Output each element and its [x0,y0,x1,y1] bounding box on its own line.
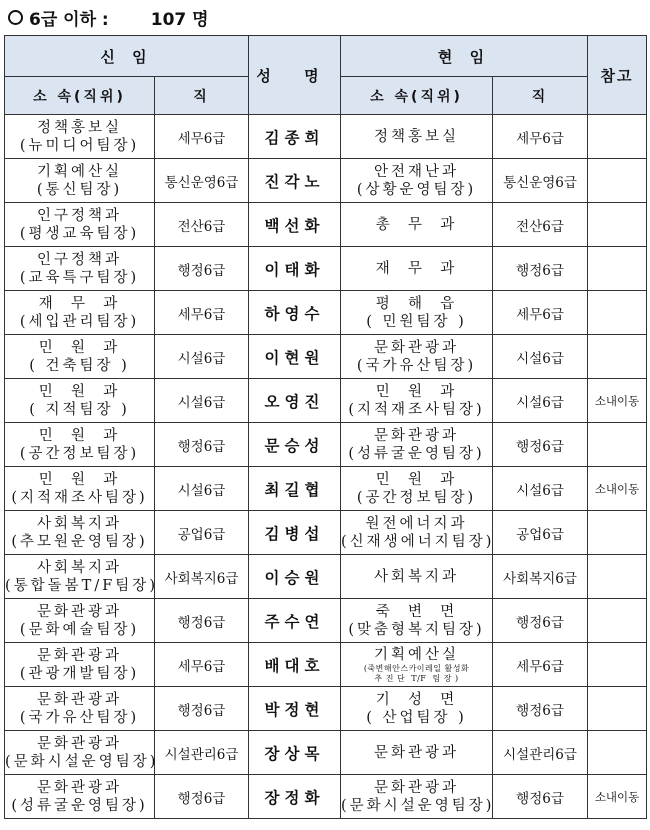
note-cell [588,115,647,159]
current-rank-cell-text: 시설6급 [516,482,564,499]
current-dept-cell-text: 기 성 면 ( 산업팀장 ) [366,691,467,726]
name-cell-text: 주수연 [264,612,325,631]
personnel-table [4,35,647,819]
table-row [5,247,647,291]
note-cell [588,203,647,247]
name-cell [249,467,341,511]
current-rank-cell-text: 행정6급 [516,614,564,631]
new-rank-cell-text: 세무6급 [177,306,226,323]
name-cell-text: 김종희 [264,128,325,147]
name-cell [249,203,341,247]
name-cell-text: 장정화 [264,788,325,807]
table-row [5,775,647,819]
new-rank-cell-text: 세무6급 [177,130,226,147]
new-dept-cell-text: 사회복지과 (추모원운영팀장) [11,515,148,550]
new-rank-cell [155,731,249,775]
current-rank-cell-text: 행정6급 [516,702,564,719]
table-row [5,115,647,159]
new-rank-cell-text: 전산6급 [177,218,226,235]
current-dept-cell-text: 민 원 과 (지적재조사팀장) [348,383,485,418]
new-dept-cell-text: 문화관광과 (국가유산팀장) [19,691,140,726]
new-rank-cell-text: 행정6급 [177,262,226,279]
new-dept-cell-text: 인구정책과 (평생교육팀장) [19,207,140,242]
current-rank-cell [493,555,588,599]
heading-label: 6급 이하 : [29,9,109,30]
current-rank-cell-text: 세무6급 [516,306,564,323]
table-row [5,511,647,555]
current-rank-cell [493,247,588,291]
name-cell-text: 배대호 [264,656,325,675]
current-dept-cell [341,511,493,555]
new-dept-cell [5,555,158,599]
new-rank-cell-text: 통신운영6급 [164,174,239,191]
current-dept-cell [341,687,493,731]
new-rank-cell [155,203,249,247]
new-rank-cell [155,555,249,599]
new-rank-cell-text: 시설6급 [177,350,226,367]
current-rank-cell [493,687,588,731]
current-rank-cell [493,115,588,159]
new-rank-cell-text: 행정6급 [177,702,226,719]
current-dept-subtext: (죽변해안스카이레일 활성화 추 진 단 T/F 팀 장 ) [363,663,470,683]
new-rank-cell-text: 시설6급 [177,482,226,499]
new-dept-cell-text: 문화관광과 (관광개발팀장) [19,647,140,682]
current-dept-cell [341,555,493,599]
new-dept-cell [5,687,155,731]
new-dept-cell [5,731,159,775]
name-cell [249,511,341,555]
note-cell [588,731,647,775]
name-cell [249,687,341,731]
header-new-affil: 소 속(직위) [5,77,155,115]
new-rank-cell [155,423,249,467]
new-dept-cell-text: 인구정책과 (교육특구팀장) [19,251,140,286]
new-dept-cell [5,203,155,247]
note-cell [588,159,647,203]
note-cell [588,775,647,819]
current-rank-cell [493,599,588,643]
name-cell-text: 박정현 [264,700,325,719]
table-row [5,335,647,379]
current-rank-cell [493,203,588,247]
new-rank-cell [155,379,249,423]
new-rank-cell [155,511,249,555]
heading-count: 107 명 [150,9,209,30]
header-current-rank: 직 [493,77,588,115]
current-rank-cell-text: 사회복지6급 [503,570,577,587]
note-cell [588,247,647,291]
header-note: 참고 [588,36,647,115]
note-cell [588,423,647,467]
current-rank-cell-text: 통신운영6급 [503,174,577,191]
new-rank-cell-text: 공업6급 [177,526,226,543]
new-dept-cell-text: 정책홍보실 (뉴미디어팀장) [19,119,140,154]
new-dept-cell [5,643,155,687]
current-rank-cell [493,731,588,775]
current-rank-cell-text: 행정6급 [516,438,564,455]
new-dept-cell-text: 문화관광과 (성류굴운영팀장) [11,779,148,814]
new-dept-cell [5,511,155,555]
note-cell [588,643,647,687]
new-rank-cell-text: 사회복지6급 [164,570,239,587]
name-cell-text: 오영진 [264,392,325,411]
section-heading [8,2,209,32]
new-dept-cell-text: 민 원 과 ( 지적팀장 ) [29,383,130,418]
current-rank-cell [493,335,588,379]
current-dept-cell [341,467,493,511]
table-row [5,467,647,511]
new-dept-cell [5,115,155,159]
new-rank-cell [155,599,249,643]
new-dept-cell-text: 민 원 과 ( 건축팀장 ) [29,339,130,374]
name-cell [249,599,341,643]
current-dept-cell [341,115,493,159]
current-dept-cell [341,335,493,379]
current-dept-cell-text: 기획예산실 [373,646,460,663]
current-dept-cell [341,203,493,247]
current-dept-cell-text: 안전재난과 (상황운영팀장) [356,163,477,198]
current-dept-cell [341,379,493,423]
name-cell-text: 장상목 [264,744,325,763]
header-current-affil: 소 속(직위) [341,77,493,115]
note-cell [588,467,647,511]
name-cell [249,643,341,687]
new-rank-cell [155,159,249,203]
current-dept-cell-text: 평 해 읍 ( 민원팀장 ) [366,295,467,330]
new-rank-cell-text: 행정6급 [177,790,226,807]
note-cell-text: 소내이동 [594,789,640,804]
note-cell [588,555,647,599]
current-dept-cell [341,599,493,643]
name-cell [249,335,341,379]
header-new: 신 임 [5,36,249,77]
current-rank-cell-text: 세무6급 [516,658,564,675]
table-row [5,687,647,731]
new-dept-cell [5,335,155,379]
new-rank-cell [155,291,249,335]
current-dept-cell-text: 문화관광과 (성류굴운영팀장) [348,427,485,462]
current-rank-cell [493,511,588,555]
table-row [5,159,647,203]
current-dept-cell [341,159,493,203]
current-dept-cell-text: 문화관광과 [373,744,460,761]
current-dept-cell-text: 죽 변 면 (맞춤형복지팀장) [348,603,485,638]
circle-bullet-icon [8,10,23,25]
name-cell-text: 최길협 [264,480,325,499]
note-cell [588,335,647,379]
header-name: 성 명 [249,36,341,115]
new-dept-cell-text: 기획예산실 (통신팀장) [36,163,123,198]
name-cell [249,291,341,335]
name-cell [249,115,341,159]
new-rank-cell [155,335,249,379]
current-dept-cell-text: 문화관광과 (국가유산팀장) [356,339,477,374]
new-dept-cell-text: 민 원 과 (지적재조사팀장) [11,471,148,506]
current-dept-cell-text: 민 원 과 (공간정보팀장) [356,471,477,506]
new-rank-cell [155,247,249,291]
new-dept-cell [5,291,155,335]
name-cell [249,159,341,203]
note-cell [588,291,647,335]
name-cell [249,423,341,467]
name-cell-text: 이현원 [264,348,325,367]
note-cell [588,379,647,423]
current-dept-cell [341,291,493,335]
name-cell [249,731,341,775]
new-dept-cell-text: 재 무 과 (세입관리팀장) [19,295,140,330]
new-dept-cell-text: 문화관광과 (문화예술팀장) [19,603,140,638]
current-rank-cell [493,379,588,423]
current-rank-cell [493,467,588,511]
new-dept-cell [5,423,155,467]
header-new-rank: 직 [155,77,249,115]
new-rank-cell [155,643,249,687]
current-dept-cell-text: 사회복지과 [373,568,460,585]
current-rank-cell-text: 공업6급 [516,526,564,543]
table-row [5,203,647,247]
current-rank-cell-text: 시설6급 [516,394,564,411]
name-cell-text: 문승성 [264,436,325,455]
current-rank-cell [493,291,588,335]
note-cell [588,511,647,555]
current-rank-cell-text: 행정6급 [516,262,564,279]
new-dept-cell [5,467,155,511]
name-cell-text: 백선화 [264,216,325,235]
name-cell-text: 이태화 [264,260,325,279]
current-dept-cell-text: 문화관광과 (문화시설운영팀장) [341,779,495,814]
table-row [5,555,647,599]
current-rank-cell [493,159,588,203]
new-rank-cell-text: 행정6급 [177,614,226,631]
new-dept-cell [5,775,155,819]
name-cell [249,555,341,599]
new-rank-cell-text: 행정6급 [177,438,226,455]
new-dept-cell [5,247,155,291]
table-body [5,115,647,819]
current-dept-cell [341,423,493,467]
new-dept-cell-text: 민 원 과 (공간정보팀장) [19,427,140,462]
note-cell-text: 소내이동 [594,393,640,408]
new-rank-cell-text: 시설6급 [177,394,226,411]
table-row [5,731,647,775]
name-cell [249,247,341,291]
current-rank-cell-text: 시설6급 [516,350,564,367]
new-dept-cell-text: 사회복지과 (통합돌봄T/F팀장) [5,559,158,594]
name-cell [249,379,341,423]
new-dept-cell [5,379,155,423]
current-rank-cell [493,643,588,687]
current-dept-cell-text: 원전에너지과 (신재생에너지팀장) [341,515,495,550]
table-row [5,379,647,423]
table-row [5,291,647,335]
new-rank-cell [155,115,249,159]
note-cell-text: 소내이동 [594,481,640,496]
note-cell [588,687,647,731]
new-dept-cell [5,599,155,643]
name-cell-text: 하영수 [264,304,325,323]
new-rank-cell [155,467,249,511]
current-rank-cell [493,775,588,819]
new-rank-cell [155,687,249,731]
name-cell-text: 김병섭 [264,524,325,543]
table-row [5,423,647,467]
current-dept-cell [341,643,493,687]
current-dept-cell [341,731,493,775]
name-cell-text: 이승원 [264,568,325,587]
current-rank-cell-text: 행정6급 [516,790,564,807]
new-rank-cell [155,775,249,819]
name-cell [249,775,341,819]
table-row [5,643,647,687]
current-dept-cell-text: 총 무 과 [375,216,458,233]
current-dept-cell-text: 정책홍보실 [373,128,460,145]
current-rank-cell-text: 세무6급 [516,130,564,147]
table-row [5,599,647,643]
current-dept-cell [341,775,493,819]
new-rank-cell-text: 시설관리6급 [164,746,239,763]
header-current: 현 임 [341,36,588,77]
name-cell-text: 진각노 [264,172,325,191]
new-dept-cell [5,159,155,203]
current-rank-cell-text: 전산6급 [516,218,564,235]
current-dept-cell [341,247,493,291]
new-rank-cell-text: 세무6급 [177,658,226,675]
new-dept-cell-text: 문화관광과 (문화시설운영팀장) [5,735,159,770]
current-rank-cell [493,423,588,467]
note-cell [588,599,647,643]
current-dept-cell-text: 재 무 과 [375,260,458,277]
current-rank-cell-text: 시설관리6급 [503,746,577,763]
